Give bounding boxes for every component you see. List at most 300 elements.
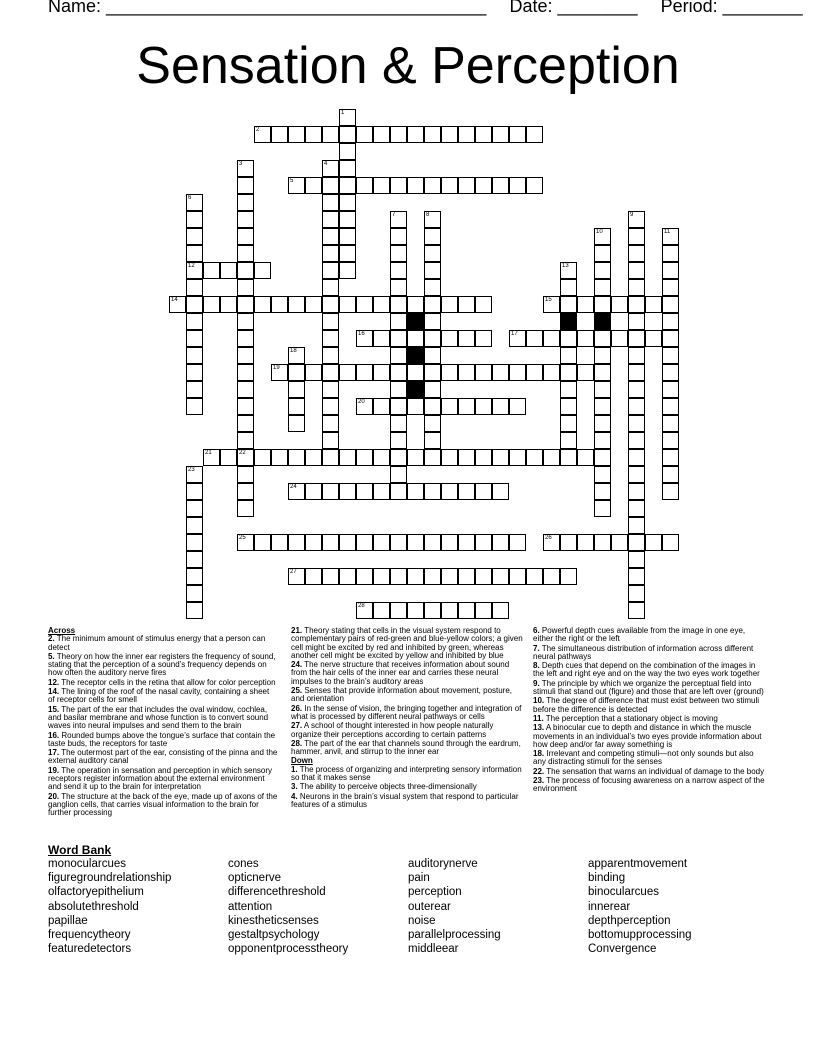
crossword-cell[interactable]: [628, 245, 645, 262]
crossword-cell[interactable]: [373, 534, 390, 551]
crossword-cell[interactable]: [475, 534, 492, 551]
crossword-cell[interactable]: [186, 228, 203, 245]
crossword-cell[interactable]: [492, 602, 509, 619]
crossword-cell[interactable]: [611, 296, 628, 313]
crossword-cell[interactable]: [628, 483, 645, 500]
crossword-cell[interactable]: [288, 296, 305, 313]
crossword-cell[interactable]: [373, 296, 390, 313]
crossword-cell[interactable]: [237, 228, 254, 245]
crossword-cell[interactable]: [577, 296, 594, 313]
crossword-cell[interactable]: [594, 415, 611, 432]
crossword-cell[interactable]: [186, 211, 203, 228]
crossword-cell[interactable]: [203, 262, 220, 279]
crossword-cell[interactable]: [526, 177, 543, 194]
crossword-cell[interactable]: [458, 568, 475, 585]
crossword-cell[interactable]: [560, 534, 577, 551]
crossword-cell[interactable]: [458, 330, 475, 347]
crossword-cell[interactable]: [628, 432, 645, 449]
crossword-cell[interactable]: [237, 262, 254, 279]
crossword-cell[interactable]: [628, 347, 645, 364]
crossword-cell[interactable]: [288, 364, 305, 381]
crossword-cell[interactable]: [407, 449, 424, 466]
crossword-cell[interactable]: [390, 245, 407, 262]
crossword-cell[interactable]: [441, 534, 458, 551]
crossword-cell[interactable]: [526, 126, 543, 143]
crossword-cell[interactable]: [458, 296, 475, 313]
crossword-cell[interactable]: [322, 483, 339, 500]
crossword-cell[interactable]: [560, 330, 577, 347]
crossword-cell[interactable]: [441, 364, 458, 381]
crossword-cell[interactable]: [373, 449, 390, 466]
crossword-cell[interactable]: [560, 449, 577, 466]
crossword-cell[interactable]: [186, 585, 203, 602]
crossword-cell[interactable]: [458, 483, 475, 500]
crossword-cell[interactable]: [407, 177, 424, 194]
crossword-cell[interactable]: [305, 296, 322, 313]
crossword-cell[interactable]: [254, 449, 271, 466]
crossword-cell[interactable]: [305, 483, 322, 500]
crossword-cell[interactable]: [424, 262, 441, 279]
crossword-cell[interactable]: [526, 330, 543, 347]
crossword-cell[interactable]: [390, 432, 407, 449]
crossword-cell[interactable]: [628, 602, 645, 619]
crossword-cell[interactable]: [492, 449, 509, 466]
crossword-cell[interactable]: [186, 398, 203, 415]
crossword-cell[interactable]: [424, 126, 441, 143]
crossword-cell[interactable]: [662, 296, 679, 313]
crossword-cell[interactable]: [492, 568, 509, 585]
crossword-cell[interactable]: [492, 398, 509, 415]
crossword-cell[interactable]: [543, 330, 560, 347]
crossword-cell[interactable]: [560, 364, 577, 381]
crossword-cell[interactable]: [475, 330, 492, 347]
crossword-cell[interactable]: [509, 177, 526, 194]
crossword-cell[interactable]: [492, 126, 509, 143]
crossword-cell[interactable]: [594, 500, 611, 517]
crossword-cell[interactable]: [390, 381, 407, 398]
crossword-cell[interactable]: [322, 415, 339, 432]
crossword-cell[interactable]: [662, 449, 679, 466]
crossword-cell[interactable]: [186, 364, 203, 381]
crossword-cell[interactable]: [390, 296, 407, 313]
crossword-cell[interactable]: [662, 415, 679, 432]
crossword-cell[interactable]: [339, 194, 356, 211]
crossword-cell[interactable]: [356, 534, 373, 551]
crossword-cell[interactable]: [390, 466, 407, 483]
crossword-cell[interactable]: [322, 347, 339, 364]
crossword-cell[interactable]: [594, 449, 611, 466]
crossword-cell[interactable]: [628, 466, 645, 483]
crossword-cell[interactable]: [594, 398, 611, 415]
crossword-cell[interactable]: [237, 347, 254, 364]
crossword-cell[interactable]: [322, 194, 339, 211]
crossword-cell[interactable]: [322, 177, 339, 194]
date-field[interactable]: Date: ________: [509, 0, 638, 16]
crossword-cell[interactable]: [339, 262, 356, 279]
crossword-cell[interactable]: [577, 449, 594, 466]
crossword-cell[interactable]: [628, 398, 645, 415]
crossword-cell[interactable]: [322, 279, 339, 296]
crossword-cell[interactable]: [407, 398, 424, 415]
crossword-cell[interactable]: [662, 398, 679, 415]
crossword-cell[interactable]: [339, 177, 356, 194]
crossword-cell[interactable]: [628, 534, 645, 551]
crossword-cell[interactable]: [254, 534, 271, 551]
crossword-cell[interactable]: [560, 415, 577, 432]
crossword-cell[interactable]: [390, 602, 407, 619]
crossword-cell[interactable]: [424, 279, 441, 296]
crossword-cell[interactable]: [628, 381, 645, 398]
crossword-cell[interactable]: [237, 415, 254, 432]
crossword-cell[interactable]: [543, 449, 560, 466]
crossword-cell[interactable]: [509, 534, 526, 551]
crossword-cell[interactable]: [424, 432, 441, 449]
crossword-cell[interactable]: [390, 279, 407, 296]
crossword-cell[interactable]: [237, 466, 254, 483]
crossword-cell[interactable]: [458, 177, 475, 194]
crossword-cell[interactable]: [237, 194, 254, 211]
crossword-cell[interactable]: [509, 449, 526, 466]
crossword-cell[interactable]: [373, 364, 390, 381]
crossword-cell[interactable]: [373, 602, 390, 619]
crossword-cell[interactable]: [390, 415, 407, 432]
crossword-cell[interactable]: [237, 381, 254, 398]
crossword-cell[interactable]: [662, 313, 679, 330]
crossword-cell[interactable]: [645, 534, 662, 551]
crossword-cell[interactable]: [322, 449, 339, 466]
crossword-cell[interactable]: [628, 262, 645, 279]
crossword-cell[interactable]: [322, 296, 339, 313]
crossword-cell[interactable]: [424, 449, 441, 466]
crossword-cell[interactable]: [322, 381, 339, 398]
crossword-cell[interactable]: [186, 500, 203, 517]
crossword-cell[interactable]: [186, 551, 203, 568]
crossword-cell[interactable]: [237, 211, 254, 228]
crossword-cell[interactable]: [322, 126, 339, 143]
crossword-cell[interactable]: [305, 177, 322, 194]
crossword-cell[interactable]: [390, 483, 407, 500]
crossword-cell[interactable]: [628, 415, 645, 432]
crossword-cell[interactable]: [526, 364, 543, 381]
crossword-cell[interactable]: [322, 330, 339, 347]
crossword-cell[interactable]: [390, 568, 407, 585]
crossword-cell[interactable]: [594, 279, 611, 296]
crossword-cell[interactable]: [237, 330, 254, 347]
crossword-cell[interactable]: [237, 364, 254, 381]
crossword-cell[interactable]: [407, 602, 424, 619]
crossword-cell[interactable]: [339, 483, 356, 500]
crossword-cell[interactable]: [662, 483, 679, 500]
crossword-cell[interactable]: [424, 568, 441, 585]
crossword-cell[interactable]: [288, 449, 305, 466]
crossword-cell[interactable]: [186, 330, 203, 347]
crossword-cell[interactable]: [594, 347, 611, 364]
crossword-cell[interactable]: [424, 398, 441, 415]
crossword-cell[interactable]: [543, 568, 560, 585]
crossword-cell[interactable]: [424, 228, 441, 245]
crossword-cell[interactable]: [322, 432, 339, 449]
crossword-cell[interactable]: [186, 483, 203, 500]
crossword-cell[interactable]: [186, 347, 203, 364]
name-field[interactable]: Name: ______________________________________: [48, 0, 487, 16]
crossword-cell[interactable]: [220, 296, 237, 313]
crossword-cell[interactable]: [424, 415, 441, 432]
crossword-cell[interactable]: [288, 381, 305, 398]
crossword-cell[interactable]: [390, 126, 407, 143]
crossword-cell[interactable]: [475, 568, 492, 585]
crossword-cell[interactable]: [594, 483, 611, 500]
crossword-cell[interactable]: [424, 534, 441, 551]
crossword-cell[interactable]: [526, 449, 543, 466]
crossword-cell[interactable]: [373, 568, 390, 585]
crossword-cell[interactable]: [390, 313, 407, 330]
crossword-cell[interactable]: [662, 364, 679, 381]
crossword-cell[interactable]: [305, 449, 322, 466]
crossword-cell[interactable]: [628, 449, 645, 466]
crossword-cell[interactable]: [339, 245, 356, 262]
crossword-cell[interactable]: [492, 177, 509, 194]
crossword-cell[interactable]: [390, 330, 407, 347]
crossword-cell[interactable]: [475, 177, 492, 194]
crossword-cell[interactable]: [628, 364, 645, 381]
crossword-cell[interactable]: [475, 483, 492, 500]
crossword-cell[interactable]: [288, 415, 305, 432]
crossword-cell[interactable]: [339, 534, 356, 551]
crossword-cell[interactable]: [475, 398, 492, 415]
crossword-cell[interactable]: [662, 381, 679, 398]
crossword-cell[interactable]: [441, 568, 458, 585]
crossword-cell[interactable]: [509, 364, 526, 381]
crossword-cell[interactable]: [560, 568, 577, 585]
crossword-cell[interactable]: [407, 568, 424, 585]
crossword-cell[interactable]: [441, 449, 458, 466]
crossword-cell[interactable]: [628, 551, 645, 568]
crossword-cell[interactable]: [543, 364, 560, 381]
crossword-cell[interactable]: [339, 568, 356, 585]
crossword-cell[interactable]: [645, 296, 662, 313]
crossword-cell[interactable]: [509, 126, 526, 143]
crossword-cell[interactable]: [339, 449, 356, 466]
crossword-cell[interactable]: [390, 262, 407, 279]
crossword-cell[interactable]: [662, 466, 679, 483]
crossword-cell[interactable]: [203, 296, 220, 313]
crossword-cell[interactable]: [628, 585, 645, 602]
crossword-cell[interactable]: [424, 483, 441, 500]
crossword-cell[interactable]: [356, 449, 373, 466]
crossword-cell[interactable]: [594, 245, 611, 262]
crossword-cell[interactable]: [356, 296, 373, 313]
crossword-cell[interactable]: [594, 381, 611, 398]
crossword-cell[interactable]: [594, 534, 611, 551]
crossword-cell[interactable]: [186, 279, 203, 296]
crossword-cell[interactable]: [373, 398, 390, 415]
crossword-cell[interactable]: [237, 177, 254, 194]
crossword-cell[interactable]: [475, 364, 492, 381]
crossword-cell[interactable]: [186, 517, 203, 534]
crossword-cell[interactable]: [373, 126, 390, 143]
crossword-cell[interactable]: [339, 211, 356, 228]
crossword-cell[interactable]: [611, 330, 628, 347]
crossword-cell[interactable]: [339, 364, 356, 381]
crossword-cell[interactable]: [186, 568, 203, 585]
crossword-cell[interactable]: [560, 398, 577, 415]
crossword-cell[interactable]: [322, 364, 339, 381]
crossword-cell[interactable]: [594, 466, 611, 483]
period-field[interactable]: Period: ________: [660, 0, 803, 16]
crossword-cell[interactable]: [475, 126, 492, 143]
crossword-cell[interactable]: [186, 313, 203, 330]
crossword-cell[interactable]: [509, 398, 526, 415]
crossword-cell[interactable]: [237, 313, 254, 330]
crossword-cell[interactable]: [186, 602, 203, 619]
crossword-cell[interactable]: [254, 296, 271, 313]
crossword-cell[interactable]: [237, 500, 254, 517]
crossword-cell[interactable]: [339, 143, 356, 160]
crossword-cell[interactable]: [220, 262, 237, 279]
crossword-cell[interactable]: [390, 534, 407, 551]
crossword-cell[interactable]: [560, 279, 577, 296]
crossword-cell[interactable]: [356, 364, 373, 381]
crossword-cell[interactable]: [662, 262, 679, 279]
crossword-cell[interactable]: [475, 296, 492, 313]
crossword-cell[interactable]: [339, 296, 356, 313]
crossword-cell[interactable]: [237, 432, 254, 449]
crossword-cell[interactable]: [594, 296, 611, 313]
crossword-cell[interactable]: [356, 177, 373, 194]
crossword-cell[interactable]: [594, 330, 611, 347]
crossword-cell[interactable]: [322, 262, 339, 279]
crossword-cell[interactable]: [237, 296, 254, 313]
crossword-cell[interactable]: [526, 568, 543, 585]
crossword-cell[interactable]: [390, 364, 407, 381]
crossword-cell[interactable]: [390, 449, 407, 466]
crossword-cell[interactable]: [492, 364, 509, 381]
crossword-cell[interactable]: [509, 568, 526, 585]
crossword-cell[interactable]: [254, 262, 271, 279]
crossword-cell[interactable]: [356, 568, 373, 585]
crossword-cell[interactable]: [594, 432, 611, 449]
crossword-cell[interactable]: [662, 432, 679, 449]
crossword-cell[interactable]: [373, 483, 390, 500]
crossword-cell[interactable]: [441, 177, 458, 194]
crossword-cell[interactable]: [237, 245, 254, 262]
crossword-cell[interactable]: [424, 347, 441, 364]
crossword-cell[interactable]: [407, 534, 424, 551]
crossword-cell[interactable]: [424, 602, 441, 619]
crossword-cell[interactable]: [322, 245, 339, 262]
crossword-cell[interactable]: [560, 296, 577, 313]
crossword-cell[interactable]: [560, 432, 577, 449]
crossword-cell[interactable]: [628, 568, 645, 585]
crossword-cell[interactable]: [424, 245, 441, 262]
crossword-cell[interactable]: [424, 364, 441, 381]
crossword-cell[interactable]: [305, 126, 322, 143]
crossword-cell[interactable]: [288, 126, 305, 143]
crossword-cell[interactable]: [322, 568, 339, 585]
crossword-cell[interactable]: [271, 126, 288, 143]
crossword-cell[interactable]: [237, 483, 254, 500]
crossword-cell[interactable]: [356, 126, 373, 143]
crossword-cell[interactable]: [441, 330, 458, 347]
crossword-cell[interactable]: [662, 534, 679, 551]
crossword-cell[interactable]: [305, 568, 322, 585]
crossword-cell[interactable]: [186, 381, 203, 398]
crossword-cell[interactable]: [458, 602, 475, 619]
crossword-cell[interactable]: [628, 296, 645, 313]
crossword-cell[interactable]: [424, 313, 441, 330]
crossword-cell[interactable]: [492, 534, 509, 551]
crossword-cell[interactable]: [645, 330, 662, 347]
crossword-cell[interactable]: [271, 296, 288, 313]
crossword-cell[interactable]: [356, 483, 373, 500]
crossword-cell[interactable]: [577, 330, 594, 347]
crossword-cell[interactable]: [628, 279, 645, 296]
crossword-cell[interactable]: [441, 602, 458, 619]
crossword-cell[interactable]: [390, 228, 407, 245]
crossword-cell[interactable]: [441, 296, 458, 313]
crossword-cell[interactable]: [390, 177, 407, 194]
crossword-cell[interactable]: [458, 364, 475, 381]
crossword-cell[interactable]: [560, 381, 577, 398]
crossword-cell[interactable]: [407, 330, 424, 347]
crossword-cell[interactable]: [407, 364, 424, 381]
crossword-cell[interactable]: [237, 398, 254, 415]
crossword-cell[interactable]: [424, 177, 441, 194]
crossword-cell[interactable]: [628, 330, 645, 347]
crossword-cell[interactable]: [186, 296, 203, 313]
crossword-cell[interactable]: [628, 500, 645, 517]
crossword-cell[interactable]: [373, 330, 390, 347]
crossword-cell[interactable]: [662, 330, 679, 347]
crossword-cell[interactable]: [424, 330, 441, 347]
crossword-cell[interactable]: [220, 449, 237, 466]
crossword-cell[interactable]: [662, 279, 679, 296]
crossword-cell[interactable]: [271, 534, 288, 551]
crossword-cell[interactable]: [594, 262, 611, 279]
crossword-cell[interactable]: [322, 228, 339, 245]
crossword-cell[interactable]: [424, 381, 441, 398]
crossword-cell[interactable]: [305, 534, 322, 551]
crossword-cell[interactable]: [339, 160, 356, 177]
crossword-cell[interactable]: [458, 534, 475, 551]
crossword-cell[interactable]: [322, 313, 339, 330]
crossword-cell[interactable]: [407, 126, 424, 143]
crossword-cell[interactable]: [458, 449, 475, 466]
crossword-cell[interactable]: [390, 398, 407, 415]
crossword-cell[interactable]: [407, 296, 424, 313]
crossword-cell[interactable]: [322, 211, 339, 228]
crossword-cell[interactable]: [322, 534, 339, 551]
crossword-cell[interactable]: [560, 347, 577, 364]
crossword-cell[interactable]: [628, 313, 645, 330]
crossword-cell[interactable]: [186, 245, 203, 262]
crossword-cell[interactable]: [577, 364, 594, 381]
crossword-cell[interactable]: [407, 483, 424, 500]
crossword-cell[interactable]: [458, 398, 475, 415]
crossword-cell[interactable]: [628, 228, 645, 245]
crossword-cell[interactable]: [271, 449, 288, 466]
crossword-cell[interactable]: [662, 347, 679, 364]
crossword-cell[interactable]: [577, 534, 594, 551]
crossword-cell[interactable]: [441, 398, 458, 415]
crossword-cell[interactable]: [628, 517, 645, 534]
crossword-cell[interactable]: [186, 534, 203, 551]
crossword-cell[interactable]: [373, 177, 390, 194]
crossword-cell[interactable]: [288, 398, 305, 415]
crossword-cell[interactable]: [492, 483, 509, 500]
crossword-cell[interactable]: [390, 347, 407, 364]
crossword-cell[interactable]: [475, 449, 492, 466]
